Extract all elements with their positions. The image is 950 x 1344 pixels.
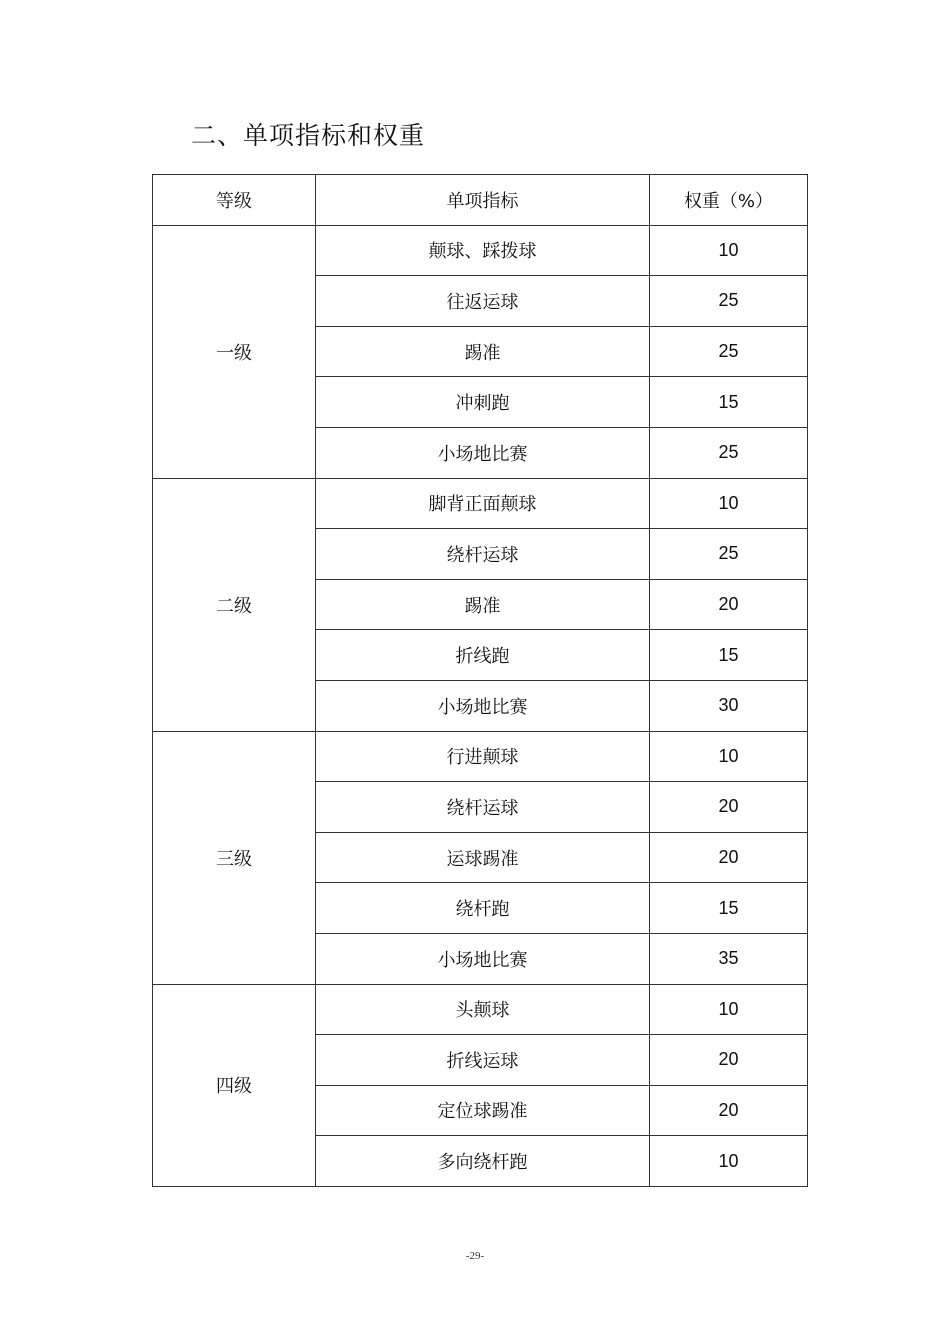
- header-item: 单项指标: [316, 175, 650, 226]
- level-cell-4: 四级: [153, 984, 316, 1186]
- table-row: [153, 731, 808, 782]
- table-header-row: [153, 175, 808, 226]
- weight-cell: 10: [650, 225, 808, 276]
- item-cell: 小场地比赛: [316, 427, 650, 478]
- page-number: -29-: [465, 1250, 485, 1262]
- weight-cell: 25: [650, 427, 808, 478]
- weight-cell: 20: [650, 782, 808, 833]
- item-cell: 运球踢准: [316, 832, 650, 883]
- weight-cell: 20: [650, 1035, 808, 1086]
- item-cell: 绕杆运球: [316, 782, 650, 833]
- item-cell: 多向绕杆跑: [316, 1136, 650, 1187]
- weight-cell: 20: [650, 1085, 808, 1136]
- weight-cell: 25: [650, 326, 808, 377]
- item-cell: 定位球踢准: [316, 1085, 650, 1136]
- weight-cell: 10: [650, 984, 808, 1035]
- item-cell: 头颠球: [316, 984, 650, 1035]
- weight-cell: 35: [650, 933, 808, 984]
- level-cell-1: 一级: [153, 225, 316, 478]
- item-cell: 往返运球: [316, 276, 650, 327]
- weight-cell: 20: [650, 832, 808, 883]
- weights-table: [152, 174, 808, 1187]
- table-row: [153, 984, 808, 1035]
- header-level: 等级: [153, 175, 316, 226]
- table-row: [153, 225, 808, 276]
- weight-cell: 10: [650, 731, 808, 782]
- item-cell: 脚背正面颠球: [316, 478, 650, 529]
- item-cell: 小场地比赛: [316, 680, 650, 731]
- item-cell: 绕杆运球: [316, 529, 650, 580]
- weight-cell: 25: [650, 529, 808, 580]
- weight-cell: 10: [650, 478, 808, 529]
- level-cell-3: 三级: [153, 731, 316, 984]
- weight-cell: 30: [650, 680, 808, 731]
- item-cell: 行进颠球: [316, 731, 650, 782]
- weight-cell: 15: [650, 883, 808, 934]
- item-cell: 折线运球: [316, 1035, 650, 1086]
- item-cell: 颠球、踩拨球: [316, 225, 650, 276]
- weight-cell: 25: [650, 276, 808, 327]
- page-title: 二、单项指标和权重: [191, 121, 426, 150]
- table-row: [153, 478, 808, 529]
- header-weight: 权重（%）: [650, 175, 808, 226]
- item-cell: 小场地比赛: [316, 933, 650, 984]
- level-cell-2: 二级: [153, 478, 316, 731]
- item-cell: 绕杆跑: [316, 883, 650, 934]
- item-cell: 踢准: [316, 326, 650, 377]
- weight-cell: 10: [650, 1136, 808, 1187]
- item-cell: 冲刺跑: [316, 377, 650, 428]
- item-cell: 折线跑: [316, 630, 650, 681]
- weight-cell: 20: [650, 579, 808, 630]
- item-cell: 踢准: [316, 579, 650, 630]
- weight-cell: 15: [650, 377, 808, 428]
- weight-cell: 15: [650, 630, 808, 681]
